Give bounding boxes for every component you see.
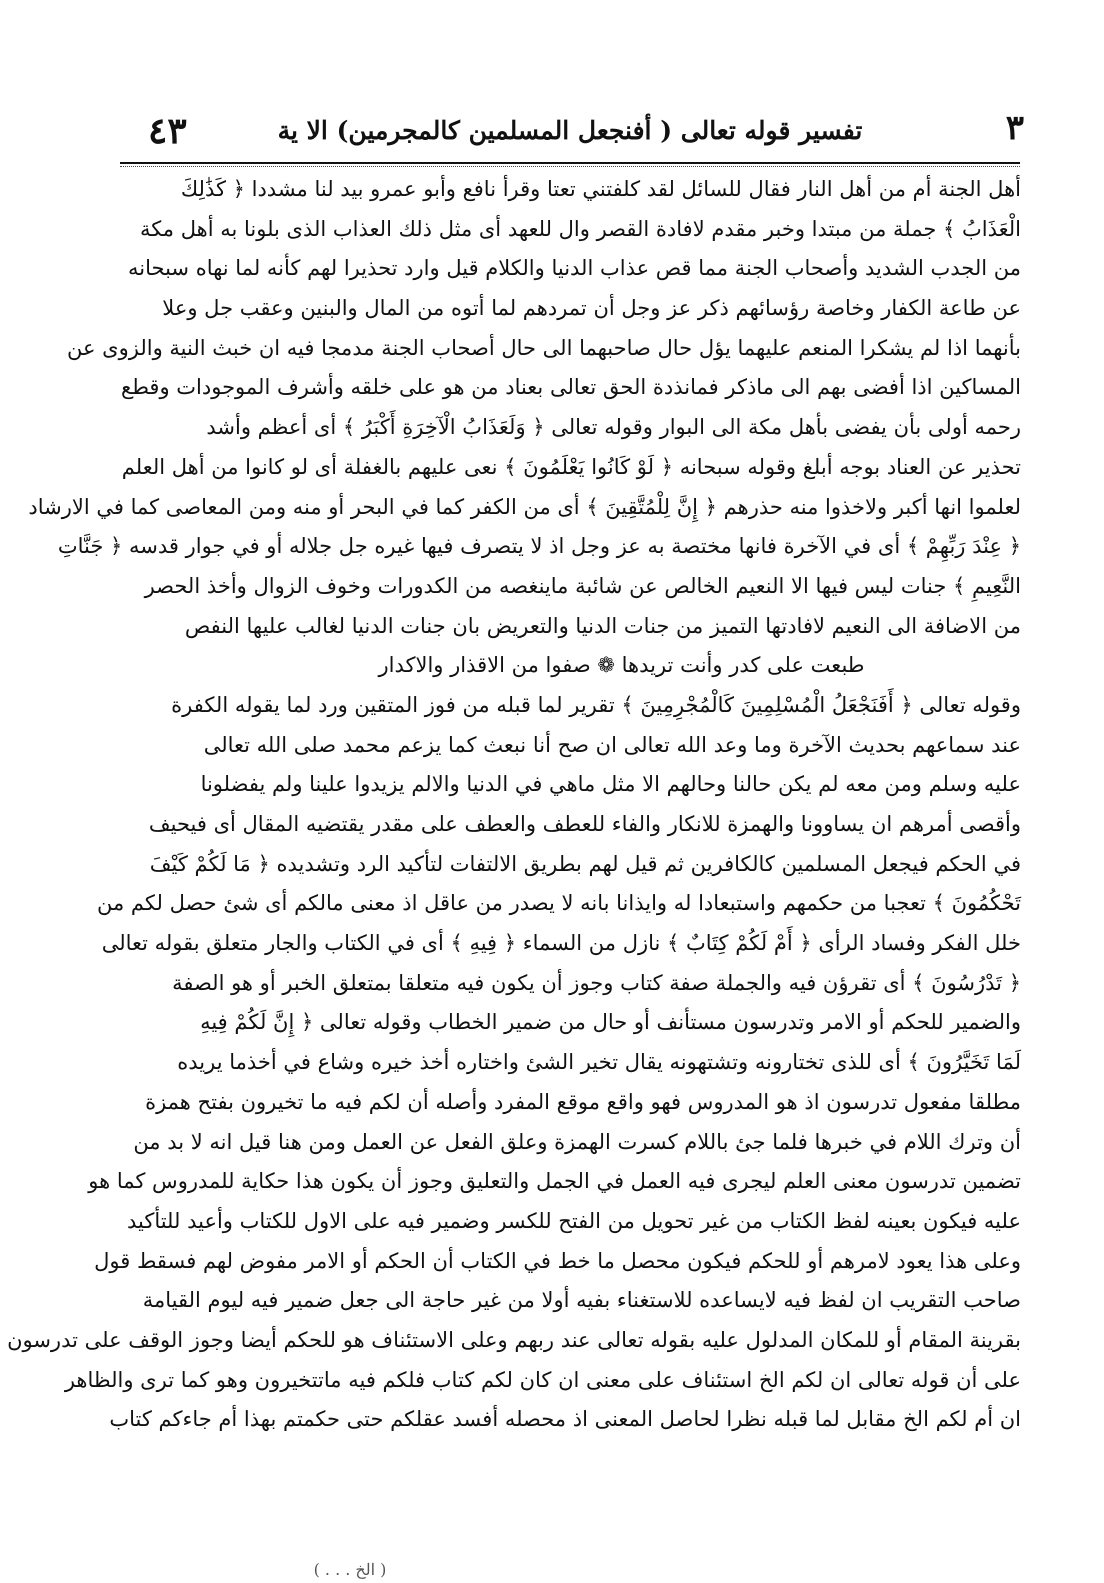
text-line: ان أم لكم الخ مقابل لما قبله نظرا لحاصل المعنى اذ محصله أفسد عقلكم حتى حكمتم بهذا أم جاءكم كتاب bbox=[109, 1407, 1021, 1432]
text-line: ﴿ عِنْدَ رَبِّهِمْ ﴾ أى في الآخرة فانها مختصة به عز وجل اذ لا يتصرف فيها غيره جل جلاله أو في جوار قدسه ﴿ جَنَّاتِ bbox=[57, 534, 1021, 559]
text-line: رحمه أولى بأن يفضى بأهل مكة الى البوار وقوله تعالى ﴿ وَلَعَذَابُ الْآخِرَةِ أَكْبَرُ ﴾ أى أعظم وأشد bbox=[206, 415, 1021, 440]
text-line: بأنهما اذا لم يشكرا المنعم عليهما يؤل حال صاحبهما الى حال أصحاب الجنة مدمجا فيه ان خبث النية والزوى عن bbox=[66, 335, 1021, 360]
text-line: عند سماعهم بحديث الآخرة وما وعد الله تعالى ان صح أنا نبعث كما يزعم محمد صلى الله تعالى bbox=[203, 732, 1021, 757]
text-line: تَحْكُمُونَ ﴾ تعجبا من حكمهم واستبعادا له وايذانا بانه لا يصدر من عاقل اذ معنى مالكم أى شئ حصل لكم من bbox=[97, 891, 1021, 916]
text-line: في الحكم فيجعل المسلمين كالكافرين ثم قيل لهم بطريق الالتفات لتأكيد الرد وتشديده ﴿ مَا لَكُمْ كَيْفَ bbox=[149, 851, 1021, 876]
text-line: وأقصى أمرهم ان يساوونا والهمزة للانكار والفاء للعطف والعطف على مقدر يقتضيه المقال أى فيحيف bbox=[148, 812, 1021, 836]
page-number: ٤٣ bbox=[148, 110, 187, 152]
footer-catchword: ( الخ . . . ) bbox=[313, 1560, 387, 1579]
text-line: لعلموا انها أكبر ولاخذوا منه حذرهم ﴿ إِنَّ لِلْمُتَّقِينَ ﴾ أى من الكفر كما في البحر أو منه ومن المعاصى كما في الارشاد bbox=[28, 494, 1021, 519]
running-title: تفسير قوله تعالى ( أفنجعل المسلمين كالمجرمين) الا ية bbox=[277, 116, 863, 145]
text-line: وقوله تعالى ﴿ أَفَنَجْعَلُ الْمُسْلِمِينَ كَالْمُجْرِمِينَ ﴾ تقرير لما قبله من فوز المتقين ورد لما يقوله الكفرة bbox=[171, 692, 1021, 717]
text-line: أهل الجنة أم من أهل النار فقال للسائل لقد كلفتني تعتا وقرأ نافع وأبو عمرو بيد لنا مشددا ﴿ كَذَٰلِكَ bbox=[180, 177, 1021, 201]
text-line: تحذير عن العناد بوجه أبلغ وقوله سبحانه ﴿ لَوْ كَانُوا يَعْلَمُونَ ﴾ نعى عليهم بالغفلة أى لو كانوا من أهل العلم bbox=[121, 454, 1021, 479]
text-line: وعلى هذا يعود لامرهم أو للحكم فيكون محصل ما خط في الكتاب أن الحكم أو الامر مفوض لهم فسقط قول bbox=[94, 1248, 1021, 1273]
text-line: عليه فيكون بعينه لفظ الكتاب من غير تحويل من الفتح للكسر وضمير فيه على الاول للكتاب وأعيد للتأكيد bbox=[126, 1208, 1021, 1233]
body-text bbox=[7, 170, 1021, 1440]
text-line: تضمين تدرسون معنى العلم ليجرى فيه العمل في الجمل والتعليق وجوز أن يكون هذا حكاية للمدروس كما هو bbox=[88, 1169, 1021, 1194]
text-line: عليه وسلم ومن معه لم يكن حالنا وحالهم الا مثل ماهي في الدنيا والالم يزيدوا علينا ولم يفضلونا bbox=[200, 772, 1021, 797]
header-rule bbox=[120, 162, 1020, 164]
text-line: عن طاعة الكفار وخاصة رؤسائهم ذكر عز وجل أن تمردهم لما أتوه من المال والبنين وعقب جل وعلا bbox=[162, 296, 1021, 321]
text-line: من الجدب الشديد وأصحاب الجنة مما قص عذاب الدنيا والكلام قيل وارد تحذيرا لهم كأنه لما نهاه سبحانه bbox=[128, 256, 1021, 281]
text-line: خلل الفكر وفساد الرأى ﴿ أَمْ لَكُمْ كِتَابٌ ﴾ نازل من السماء ﴿ فِيهِ ﴾ أى في الكتاب والجار متعلق بقوله تعالى bbox=[101, 931, 1021, 956]
page-header bbox=[120, 108, 1024, 158]
text-line: بقرينة المقام أو للمكان المدلول عليه بقوله تعالى عند ربهم وعلى الاستئناف هو للحكم أيضا وجوز الوقف على تدرسون bbox=[7, 1327, 1021, 1352]
text-line: من الاضافة الى النعيم لافادتها التميز من جنات الدنيا والتعريض بان جنات الدنيا لغالب عليها النفص bbox=[184, 613, 1021, 638]
text-line: النَّعِيمِ ﴾ جنات ليس فيها الا النعيم الخالص عن شائبة ماينغصه من الكدورات وخوف الزوال وأخذ الحصر bbox=[144, 573, 1021, 598]
text-line: والضمير للحكم أو الامر وتدرسون مستأنف أو حال من ضمير الخطاب وقوله تعالى ﴿ إِنَّ لَكُمْ فِيهِ bbox=[200, 1010, 1021, 1035]
text-line: مطلقا مفعول تدرسون اذ هو المدروس فهو واقع موقع المفرد وأصله أن لكم فيه ما تخيرون بفتح همزة bbox=[145, 1089, 1021, 1114]
edge-mark: ٣ bbox=[1005, 108, 1024, 148]
text-line: صاحب التقريب ان لفظ فيه لايساعده للاستغناء بفيه أولا من غير حاجة الى جعل ضمير فيه ليوم القيامة bbox=[142, 1288, 1021, 1313]
text-line: على أن قوله تعالى ان لكم الخ استئناف على معنى ان كان لكم كتاب فلكم فيه ماتتخيرون وهو كما ترى والظاهر bbox=[64, 1367, 1021, 1392]
header-rule-dotted bbox=[120, 166, 1020, 167]
poetry-verse: طبعت على كدر وأنت تريدها ❁ صفوا من الاقذار والاكدار bbox=[378, 653, 865, 678]
text-line: المساكين اذا أفضى بهم الى ماذكر فمانذدة الحق تعالى بعناد من هو على خلقه وأشرف الموجودات وقطع bbox=[121, 375, 1021, 400]
text-line: الْعَذَابُ ﴾ جملة من مبتدا وخبر مقدم لافادة القصر وال للعهد أى مثل ذلك العذاب الذى بلونا به أهل مكة bbox=[139, 216, 1021, 241]
text-line: ﴿ تَدْرُسُونَ ﴾ أى تقرؤن فيه والجملة صفة كتاب وجوز أن يكون فيه متعلقا بمتعلق الخبر أو هو الصفة bbox=[172, 970, 1021, 995]
text-line: لَمَا تَخَيَّرُونَ ﴾ أى للذى تختارونه وتشتهونه يقال تخير الشئ واختاره أخذ خيره وشاع في أخذما يريده bbox=[177, 1050, 1021, 1075]
text-line: أن وترك اللام في خبرها فلما جئ باللام كسرت الهمزة وعلق الفعل عن العمل ومن هنا قيل انه لا بد من bbox=[133, 1129, 1021, 1154]
